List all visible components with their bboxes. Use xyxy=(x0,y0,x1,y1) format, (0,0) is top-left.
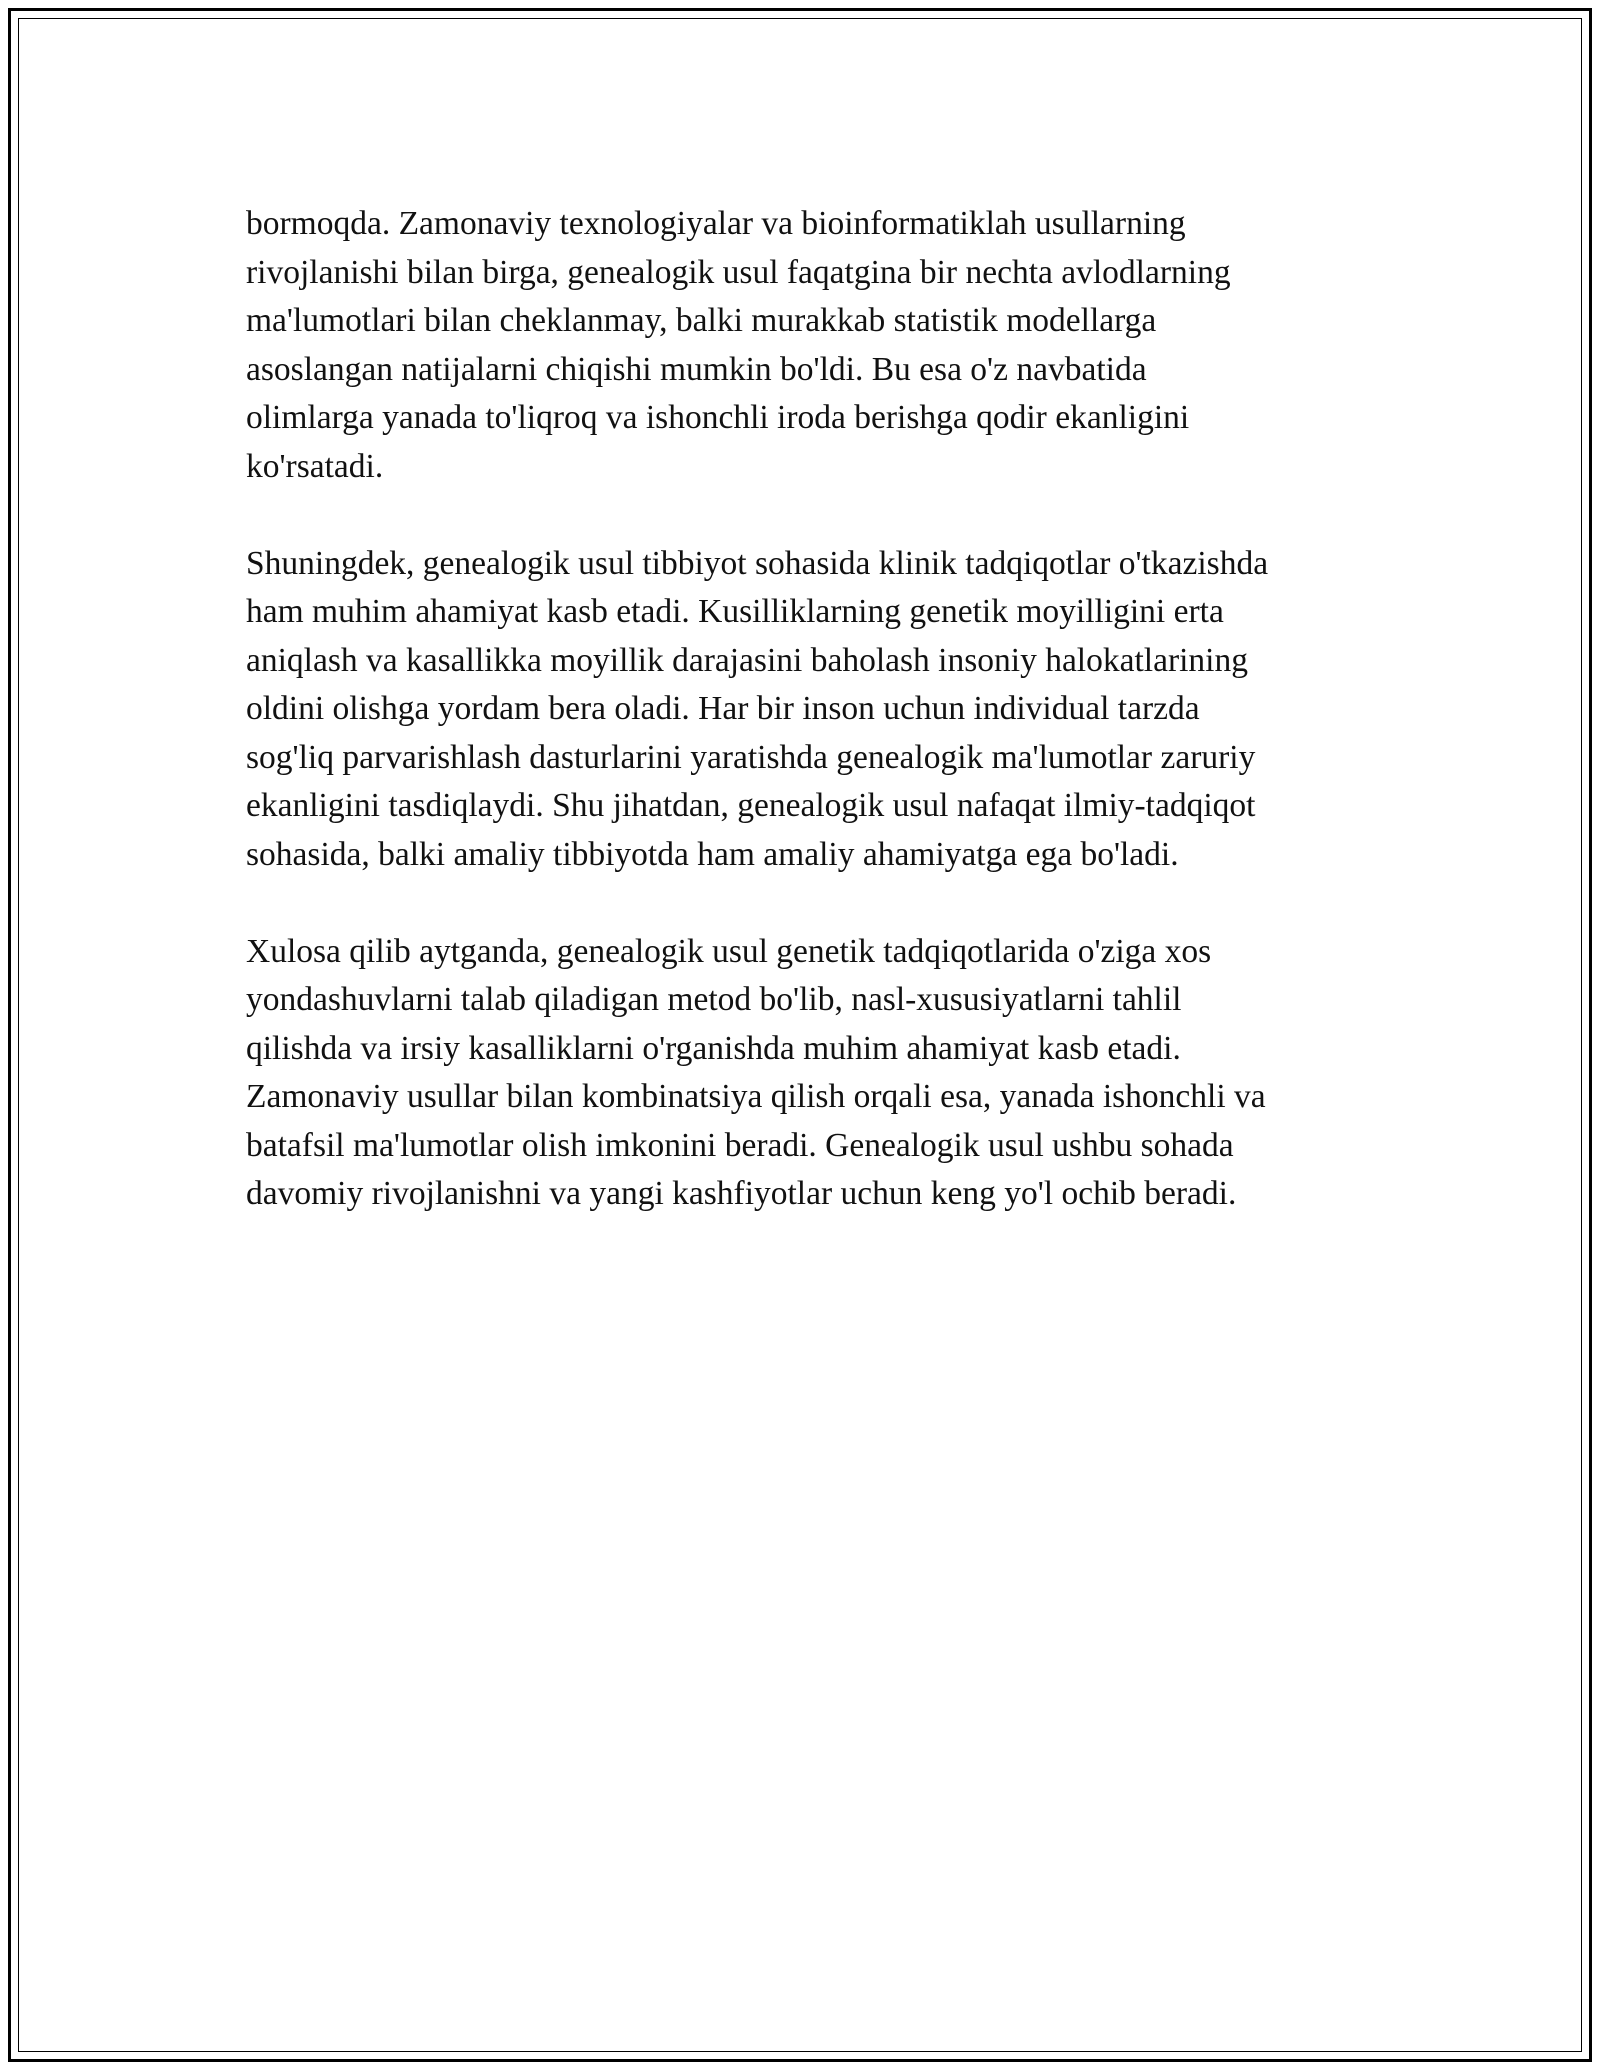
paragraph-2 xyxy=(246,540,1376,880)
paragraph-line: bormoqda. Zamonaviy texnologiyalar va bioinformatiklah usullarning xyxy=(246,205,1186,242)
paragraph-line: qilishda va irsiy kasalliklarni o'rganishda muhim ahamiyat kasb etadi. xyxy=(246,1029,1181,1067)
paragraph-line: ko'rsatadi. xyxy=(246,447,384,485)
document-page xyxy=(8,8,1592,2062)
paragraph-line: yondashuvlarni talab qiladigan metod bo'lib, nasl-xususiyatlarni tahlil xyxy=(246,981,1182,1018)
paragraph-line: ma'lumotlari bilan cheklanmay, balki murakkab statistik modellarga xyxy=(246,302,1157,339)
document-body xyxy=(246,200,1376,1267)
paragraph-3 xyxy=(246,928,1376,1219)
paragraph-line: asoslangan natijalarni chiqishi mumkin bo'ldi. Bu esa o'z navbatida xyxy=(246,350,1147,388)
paragraph-line: batafsil ma'lumotlar olish imkonini beradi. Genealogik usul ushbu sohada xyxy=(246,1126,1234,1164)
paragraph-line: sog'liq parvarishlash dasturlarini yaratishda genealogik ma'lumotlar zaruriy xyxy=(246,738,1256,776)
paragraph-line: ham muhim ahamiyat kasb etadi. Kusilliklarning genetik moyilligini erta xyxy=(246,593,1224,630)
paragraph-line: sohasida, balki amaliy tibbiyotda ham amaliy ahamiyatga ega bo'ladi. xyxy=(246,835,1179,873)
paragraph-line: Xulosa qilib aytganda, genealogik usul genetik tadqiqotlarida o'ziga xos xyxy=(246,932,1212,970)
paragraph-line: ekanligini tasdiqlaydi. Shu jihatdan, genealogik usul nafaqat ilmiy-tadqiqot xyxy=(246,787,1256,824)
paragraph-line: Shuningdek, genealogik usul tibbiyot sohasida klinik tadqiqotlar o'tkazishda xyxy=(246,544,1269,582)
paragraph-1 xyxy=(246,200,1376,491)
paragraph-line: olimlarga yanada to'liqroq va ishonchli iroda berishga qodir ekanligini xyxy=(246,399,1190,436)
paragraph-line: rivojlanishi bilan birga, genealogik usul faqatgina bir nechta avlodlarning xyxy=(246,253,1231,291)
paragraph-line: oldini olishga yordam bera oladi. Har bir inson uchun individual tarzda xyxy=(246,690,1200,727)
paragraph-line: aniqlash va kasallikka moyillik darajasini baholash insoniy halokatlarining xyxy=(246,641,1248,679)
paragraph-line: davomiy rivojlanishni va yangi kashfiyotlar uchun keng yo'l ochib beradi. xyxy=(246,1175,1237,1212)
paragraph-line: Zamonaviy usullar bilan kombinatsiya qilish orqali esa, yanada ishonchli va xyxy=(246,1078,1266,1115)
